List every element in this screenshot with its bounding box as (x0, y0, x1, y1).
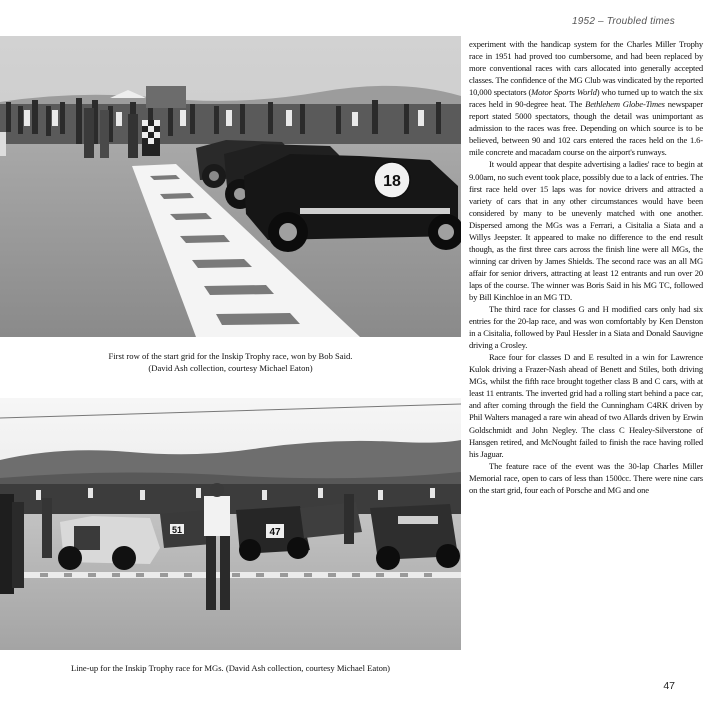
lineup-photo (0, 398, 461, 650)
figure-caption-2: Line-up for the Inskip Trophy race for MGs. (David Ash collection, courtesy Michael Eaton) (70, 663, 391, 673)
caption-1-line-1: First row of the start grid for the Inskip Trophy race, won by Bob Said. (108, 351, 353, 361)
page-number: 47 (663, 680, 675, 692)
car-number-18: 18 (383, 173, 401, 190)
figure-caption-1 (0, 350, 461, 374)
body-text-column (469, 38, 703, 496)
start-grid-photo (0, 36, 461, 337)
paragraph-1-part-c: newspaper report stated 5000 spectators, though the detail was unimportant as admission to the races was free. Depending on which source is to be believed, between 90 and 102 cars entered the races held on the 1.6-mile concrete and macadam course on the airport's runways. (469, 99, 703, 158)
paragraph-2: It would appear that despite advertising a ladies' race to begin at 9.00am, no such event took place, possibly due to a lack of entries. The first race held over 15 laps was for novice drivers and attracted a variety of cars that in any other circumstances would have been considered by many to be unevenly matched with one another. Dispersed among the MGs was a Ferrari, a Cisitalia a Siata and a Willys Jeepster. It appeared to make no difference to the end result though, as the first three cars across the finish line were all MGs, the winning car driven by James Shields. The second race was an all MG affair for senior drivers, attracting at least 12 entrants and run over 20 laps of the course. The winner was Boris Said in his MG TC, followed by Bill Kinchloe in an MG TD. (469, 159, 703, 302)
paragraph-1-part-a: experiment with the handicap system for the Charles Miller Trophy race in 1951 had proved too cumbersome, and had been replaced by more conventional races with cars allocated into generally accepted classes. The confidence of the MG Club was vindicated by the reported 10,000 spectators ( (469, 39, 703, 98)
paragraph-5: The feature race of the event was the 30-lap Charles Miller Memorial race, open to cars of less than 1500cc. There were nine cars on the start grid, four each of Porsche and MG and one (469, 460, 703, 495)
publication-title-motor-sports-world: Motor Sports World (531, 87, 597, 98)
caption-1-line-2: (David Ash collection, courtesy Michael Eaton) (148, 363, 313, 373)
paragraph-4: Race four for classes D and E resulted in a win for Lawrence Kulok driving a Frazer-Nash ahead of Benett and Stiles, both driving MGs, whilst the fifth race brought together class B and C cars, with at least 11 entrants. The inverted grid had a rolling start behind a pace car, and after coming through the field the Cunningham C4RK driven by Phil Walters managed a rare win ahead of two Allards driven by Erwin Goldschmidt and John Negley. The class C Healey-Silverstone of Hansgen retired, and McNought failed to finish the race having rolled his Jaguar. (469, 352, 703, 459)
publication-title-bethlehem-globe-times: Bethlehem Globe-Times (585, 99, 665, 110)
running-head: 1952 – Troubled times (572, 16, 675, 27)
car-number-47: 47 (269, 527, 281, 538)
paragraph-3: The third race for classes G and H modified cars only had six entries for the 20-lap race, and was won comfortably by Ken Denston in a Cisitalia, followed by Paul Hessler in a Siata and Donald Sauvigne driving a Crosley. (469, 304, 703, 351)
paragraph-1 (469, 38, 703, 158)
paragraph-1-part-b: ) who turned up to watch the six races held in 90-degree heat. The (469, 87, 704, 110)
car-number-51: 51 (171, 525, 183, 535)
